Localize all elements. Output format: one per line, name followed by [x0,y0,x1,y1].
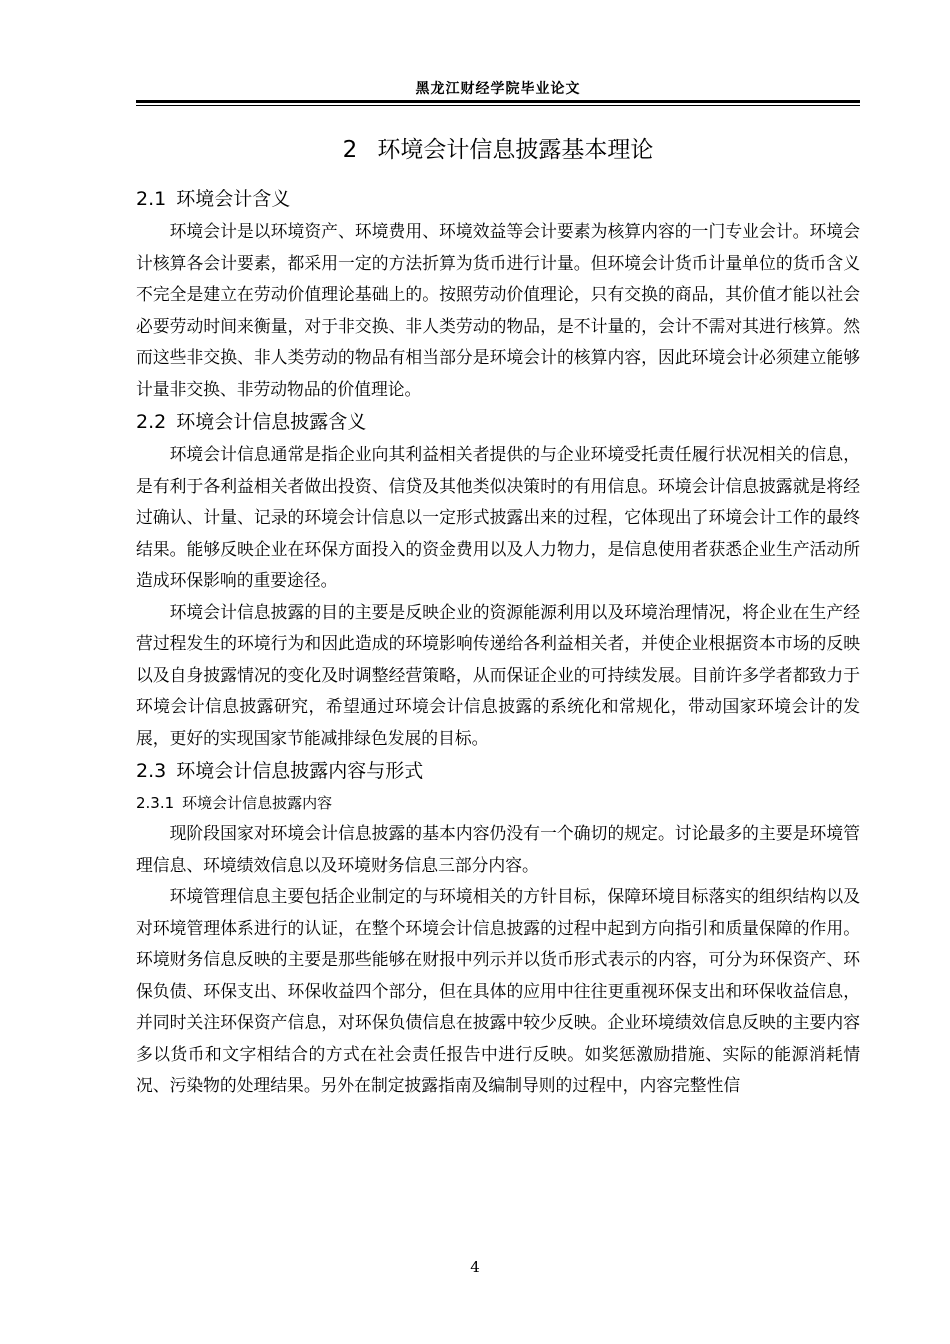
paragraph: 环境会计信息通常是指企业向其利益相关者提供的与企业环境受托责任履行状况相关的信息，是有利于各利益相关者做出投资、信贷及其他类似决策时的有用信息。环境会计信息披露就是将经过确认、计量、记录的环境会计信息以一定形式披露出来的过程，它体现出了环境会计工作的最终结果。能够反映企业在环保方面投入的资金费用以及人力物力，是信息使用者获悉企业生产活动所造成环保影响的重要途径。 [136,444,860,590]
section-number: 2.1 [136,188,167,210]
page-body [136,130,860,1102]
section-heading-2-2 [136,405,860,439]
section-number: 2.3 [136,760,167,782]
chapter-heading [136,130,860,170]
chapter-title: 环境会计信息披露基本理论 [377,137,654,163]
paragraph: 环境会计是以环境资产、环境费用、环境效益等会计要素为核算内容的一门专业会计。环境会计核算各会计要素，都采用一定的方法折算为货币进行计量。但环境会计货币计量单位的货币含义不完全是建立在劳动价值理论基础上的。按照劳动价值理论，只有交换的商品，其价值才能以社会必要劳动时间来衡量，对于非交换、非人类劳动的物品，是不计量的，会计不需对其进行核算。然而这些非交换、非人类劳动的物品有相当部分是环境会计的核算内容，因此环境会计必须建立能够计量非交换、非劳动物品的价值理论。 [136,221,860,399]
section-heading-2-1 [136,182,860,216]
header-rule-thick [136,100,860,103]
subsection-number: 2.3.1 [136,794,175,812]
section-title: 环境会计含义 [176,188,291,210]
header-rule-thin [136,105,860,106]
section-number: 2.2 [136,411,167,433]
paragraph: 环境管理信息主要包括企业制定的与环境相关的方针目标，保障环境目标落实的组织结构以及对环境管理体系进行的认证，在整个环境会计信息披露的过程中起到方向指引和质量保障的作用。环境财务信息反映的主要是那些能够在财报中列示并以货币形式表示的内容，可分为环保资产、环保负债、环保支出、环保收益四个部分，但在具体的应用中往往更重视环保支出和环保收益信息，并同时关注环保资产信息，对环保负债信息在披露中较少反映。企业环境绩效信息反映的主要内容多以货币和文字相结合的方式在社会责任报告中进行反映。如奖惩激励措施、实际的能源消耗情况、污染物的处理结果。另外在制定披露指南及编制导则的过程中，内容完整性信 [136,886,860,1095]
subsection-title: 环境会计信息披露内容 [182,794,333,812]
section-heading-2-3 [136,754,860,788]
running-header: 黑龙江财经学院毕业论文 [415,81,581,97]
section-title: 环境会计信息披露内容与形式 [176,760,424,782]
section-title: 环境会计信息披露含义 [176,411,367,433]
chapter-number: 2 [342,137,358,163]
paragraph: 环境会计信息披露的目的主要是反映企业的资源能源利用以及环境治理情况，将企业在生产经营过程发生的环境行为和因此造成的环境影响传递给各利益相关者，并使企业根据资本市场的反映以及自身披露情况的变化及时调整经营策略，从而保证企业的可持续发展。目前许多学者都致力于环境会计信息披露研究，希望通过环境会计信息披露的系统化和常规化，带动国家环境会计的发展，更好的实现国家节能减排绿色发展的目标。 [136,601,860,748]
paragraph: 现阶段国家对环境会计信息披露的基本内容仍没有一个确切的规定。讨论最多的主要是环境管理信息、环境绩效信息以及环境财务信息三部分内容。 [136,823,860,875]
page-number: 4 [470,1258,480,1276]
subsection-heading-2-3-1 [136,788,860,818]
